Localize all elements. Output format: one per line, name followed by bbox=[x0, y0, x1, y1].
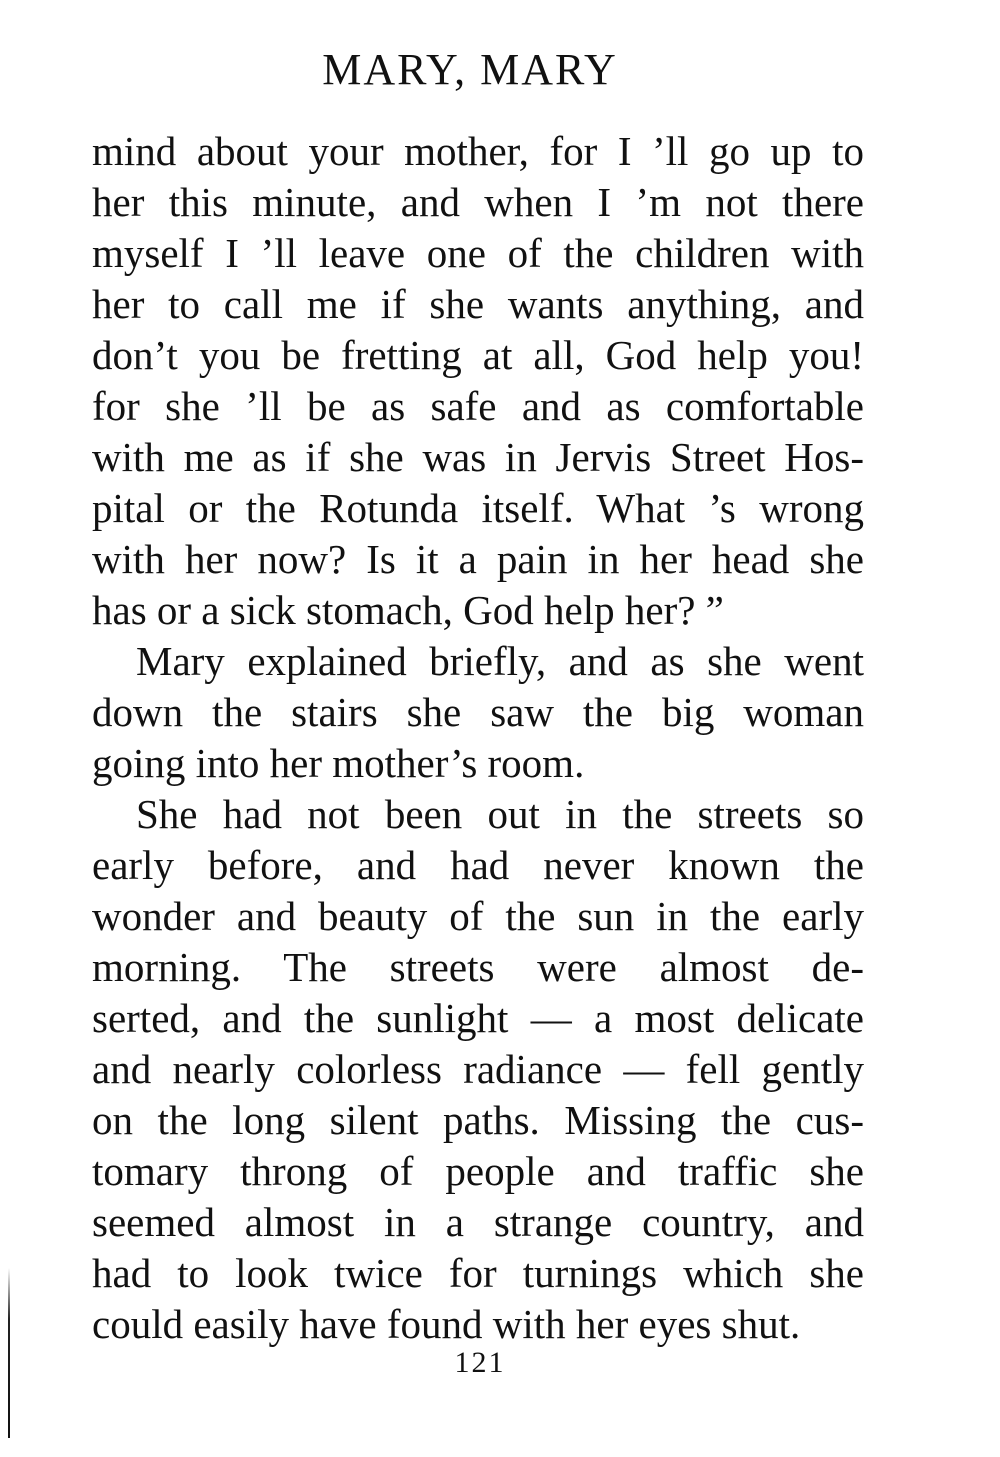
text-line: seemed almost in a strange country, and bbox=[92, 1199, 864, 1245]
text-line: on the long silent paths. Missing the cus- bbox=[92, 1097, 864, 1143]
text-line: myself I ’ll leave one of the children with bbox=[92, 230, 864, 276]
binding-edge-line bbox=[8, 1268, 10, 1438]
text-line: morning. The streets were almost de- bbox=[92, 944, 864, 990]
text-line: mind about your mother, for I ’ll go up to bbox=[92, 128, 864, 174]
text-line: her to call me if she wants anything, and bbox=[92, 281, 864, 327]
text-line: going into her mother’s room. bbox=[92, 740, 585, 786]
text-line: could easily have found with her eyes shut. bbox=[92, 1301, 801, 1347]
body-text bbox=[92, 126, 864, 1350]
paragraph bbox=[92, 636, 864, 789]
text-line: pital or the Rotunda itself. What ’s wrong bbox=[92, 485, 864, 531]
text-line: down the stairs she saw the big woman bbox=[92, 689, 864, 735]
text-line: She had not been out in the streets so bbox=[136, 791, 864, 837]
text-line: with her now? Is it a pain in her head she bbox=[92, 536, 864, 582]
paragraph bbox=[92, 126, 864, 636]
text-line: with me as if she was in Jervis Street Hos- bbox=[92, 434, 864, 480]
running-header: MARY, MARY bbox=[322, 45, 618, 94]
text-line: for she ’ll be as safe and as comfortable bbox=[92, 383, 864, 429]
page-number: 121 bbox=[454, 1346, 506, 1379]
paragraph bbox=[92, 789, 864, 1350]
text-line: has or a sick stomach, God help her? ” bbox=[92, 587, 724, 633]
text-line: don’t you be fretting at all, God help you! bbox=[92, 332, 864, 378]
text-line: her this minute, and when I ’m not there bbox=[92, 179, 864, 225]
text-line: and nearly colorless radiance — fell gently bbox=[92, 1046, 864, 1092]
text-line: had to look twice for turnings which she bbox=[92, 1250, 864, 1296]
text-line: early before, and had never known the bbox=[92, 842, 864, 888]
text-line: serted, and the sunlight — a most delicate bbox=[92, 995, 864, 1041]
text-line: wonder and beauty of the sun in the early bbox=[92, 893, 864, 939]
text-line: Mary explained briefly, and as she went bbox=[136, 638, 864, 684]
text-line: tomary throng of people and traffic she bbox=[92, 1148, 864, 1194]
